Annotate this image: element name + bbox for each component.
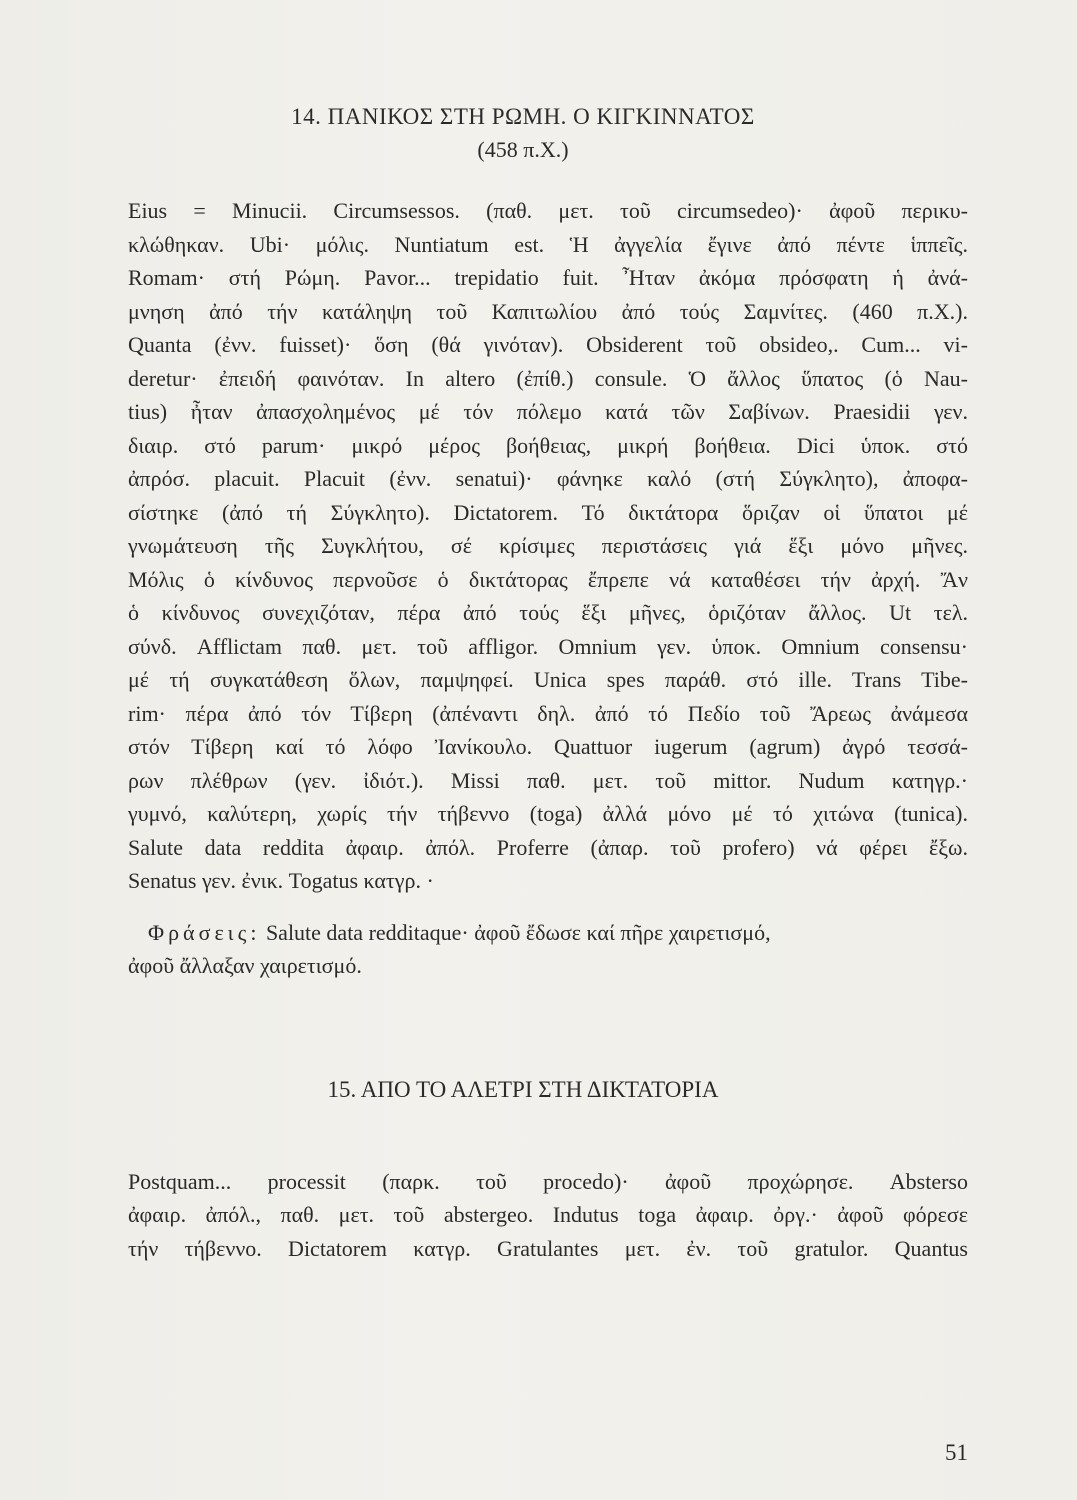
body-line: τήν τήβεννο. Dictatorem κατγρ. Gratulantes μετ. ἐν. τοῦ gratulor. Quantus (128, 1235, 968, 1261)
body-line: Salute data reddita ἀφαιρ. ἀπόλ. Proferre (ἀπαρ. τοῦ profero) νά φέρει ἔξω. (128, 834, 968, 860)
body-line: Quanta (ἐνν. fuisset)· ὅση (θά γινόταν). Obsiderent τοῦ obsideo,. Cum... vi- (128, 332, 968, 357)
phrases-paragraph (128, 916, 968, 983)
page-content (128, 100, 968, 1265)
body-line: tius) ἦταν ἀπασχολημένος μέ τόν πόλεμο κατά τῶν Σαβίνων. Praesidii γεν. (128, 399, 968, 424)
section-14-body (128, 194, 968, 898)
body-line: στόν Τίβερη καί τό λόφο Ἰανίκουλο. Quattuor iugerum (agrum) ἀγρό τεσσά- (128, 734, 968, 759)
section-14-heading: 14. ΠΑΝΙΚΟΣ ΣΤΗ ΡΩΜΗ. Ο ΚΙΓΚΙΝΝΑΤΟΣ (291, 104, 755, 129)
page-number: 51 (945, 1440, 968, 1465)
body-line: ρων πλέθρων (γεν. ἰδιότ.). Missi παθ. μετ. τοῦ mittor. Nudum κατηγρ.· (128, 767, 968, 793)
body-line: Postquam... processit (παρκ. τοῦ procedo)· ἀφοῦ προχώρησε. Absterso (128, 1168, 968, 1194)
body-line: γυμνό, καλύτερη, χωρίς τήν τήβεννο (toga) ἀλλά μόνο μέ τό χιτώνα (tunica). (128, 801, 968, 826)
section-15-heading: 15. ΑΠΟ ΤΟ ΑΛΕΤΡΙ ΣΤΗ ΔΙΚΤΑΤΟΡΙΑ (327, 1076, 719, 1102)
phrases-line (128, 916, 968, 950)
body-line: Eius = Minucii. Circumsessos. (παθ. μετ. τοῦ circumsedeo)· ἀφοῦ περικυ- (128, 198, 968, 223)
body-line: ἀπρόσ. placuit. Placuit (ἐνν. senatui)· φάνηκε καλό (στή Σύγκλητο), ἀποφα- (128, 466, 968, 491)
body-line: Μόλις ὁ κίνδυνος περνοῦσε ὁ δικτάτορας ἔπρεπε νά καταθέσει τήν ἀρχή. Ἄν (128, 566, 968, 592)
body-line: μνηση ἀπό τήν κατάληψη τοῦ Καπιτωλίου ἀπό τούς Σαμνίτες. (460 π.Χ.). (128, 298, 968, 324)
phrases-label: Φράσεις: (148, 919, 261, 945)
body-line: ὁ κίνδυνος συνεχιζόταν, πέρα ἀπό τούς ἕξι μῆνες, ὁριζόταν ἄλλος. Ut τελ. (128, 600, 968, 625)
phrases-line: ἀφοῦ ἄλλαξαν χαιρετισμό. (128, 953, 362, 978)
body-line: rim· πέρα ἀπό τόν Τίβερη (ἀπέναντι δηλ. ἀπό τό Πεδίο τοῦ Ἄρεως ἀνάμεσα (128, 700, 968, 726)
body-line: μέ τή συγκατάθεση ὅλων, παμψηφεί. Unica spes παράθ. στό ille. Trans Tibe- (128, 667, 968, 692)
body-line: Senatus γεν. ἐνικ. Togatus κατγρ. · (128, 868, 434, 893)
body-line: deretur· ἐπειδή φαινόταν. In altero (ἐπίθ.) consule. Ὁ ἄλλος ὕπατος (ὁ Nau- (128, 365, 968, 391)
body-line: σίστηκε (ἀπό τή Σύγκλητο). Dictatorem. Τό δικτάτορα ὅριζαν οἱ ὕπατοι μέ (128, 499, 968, 525)
section-15-body (128, 1165, 968, 1266)
body-line: Romam· στή Ρώμη. Pavor... trepidatio fuit. Ἦταν ἀκόμα πρόσφατη ἡ ἀνά- (128, 265, 968, 290)
body-line: διαιρ. στό parum· μικρό μέρος βοήθειας, μικρή βοήθεια. Dici ὑποκ. στό (128, 432, 968, 458)
body-line: ἀφαιρ. ἀπόλ., παθ. μετ. τοῦ abstergeo. Indutus toga ἀφαιρ. ὀργ.· ἀφοῦ φόρεσε (128, 1202, 968, 1227)
body-line: γνωμάτευση τῆς Συγκλήτου, σέ κρίσιμες περιστάσεις γιά ἕξι μόνο μῆνες. (128, 533, 968, 558)
body-line: σύνδ. Afflictam παθ. μετ. τοῦ affligor. Omnium γεν. ὑποκ. Omnium consensu· (128, 633, 968, 659)
phrases-text: Salute data redditaque· ἀφοῦ ἔδωσε καί πῆρε χαιρετισμό, (265, 919, 771, 945)
section-14-date: (458 π.Χ.) (477, 137, 569, 162)
body-line: κλώθηκαν. Ubi· μόλις. Nuntiatum est. Ἡ ἀγγελία ἔγινε ἀπό πέντε ἱππεῖς. (128, 231, 968, 257)
